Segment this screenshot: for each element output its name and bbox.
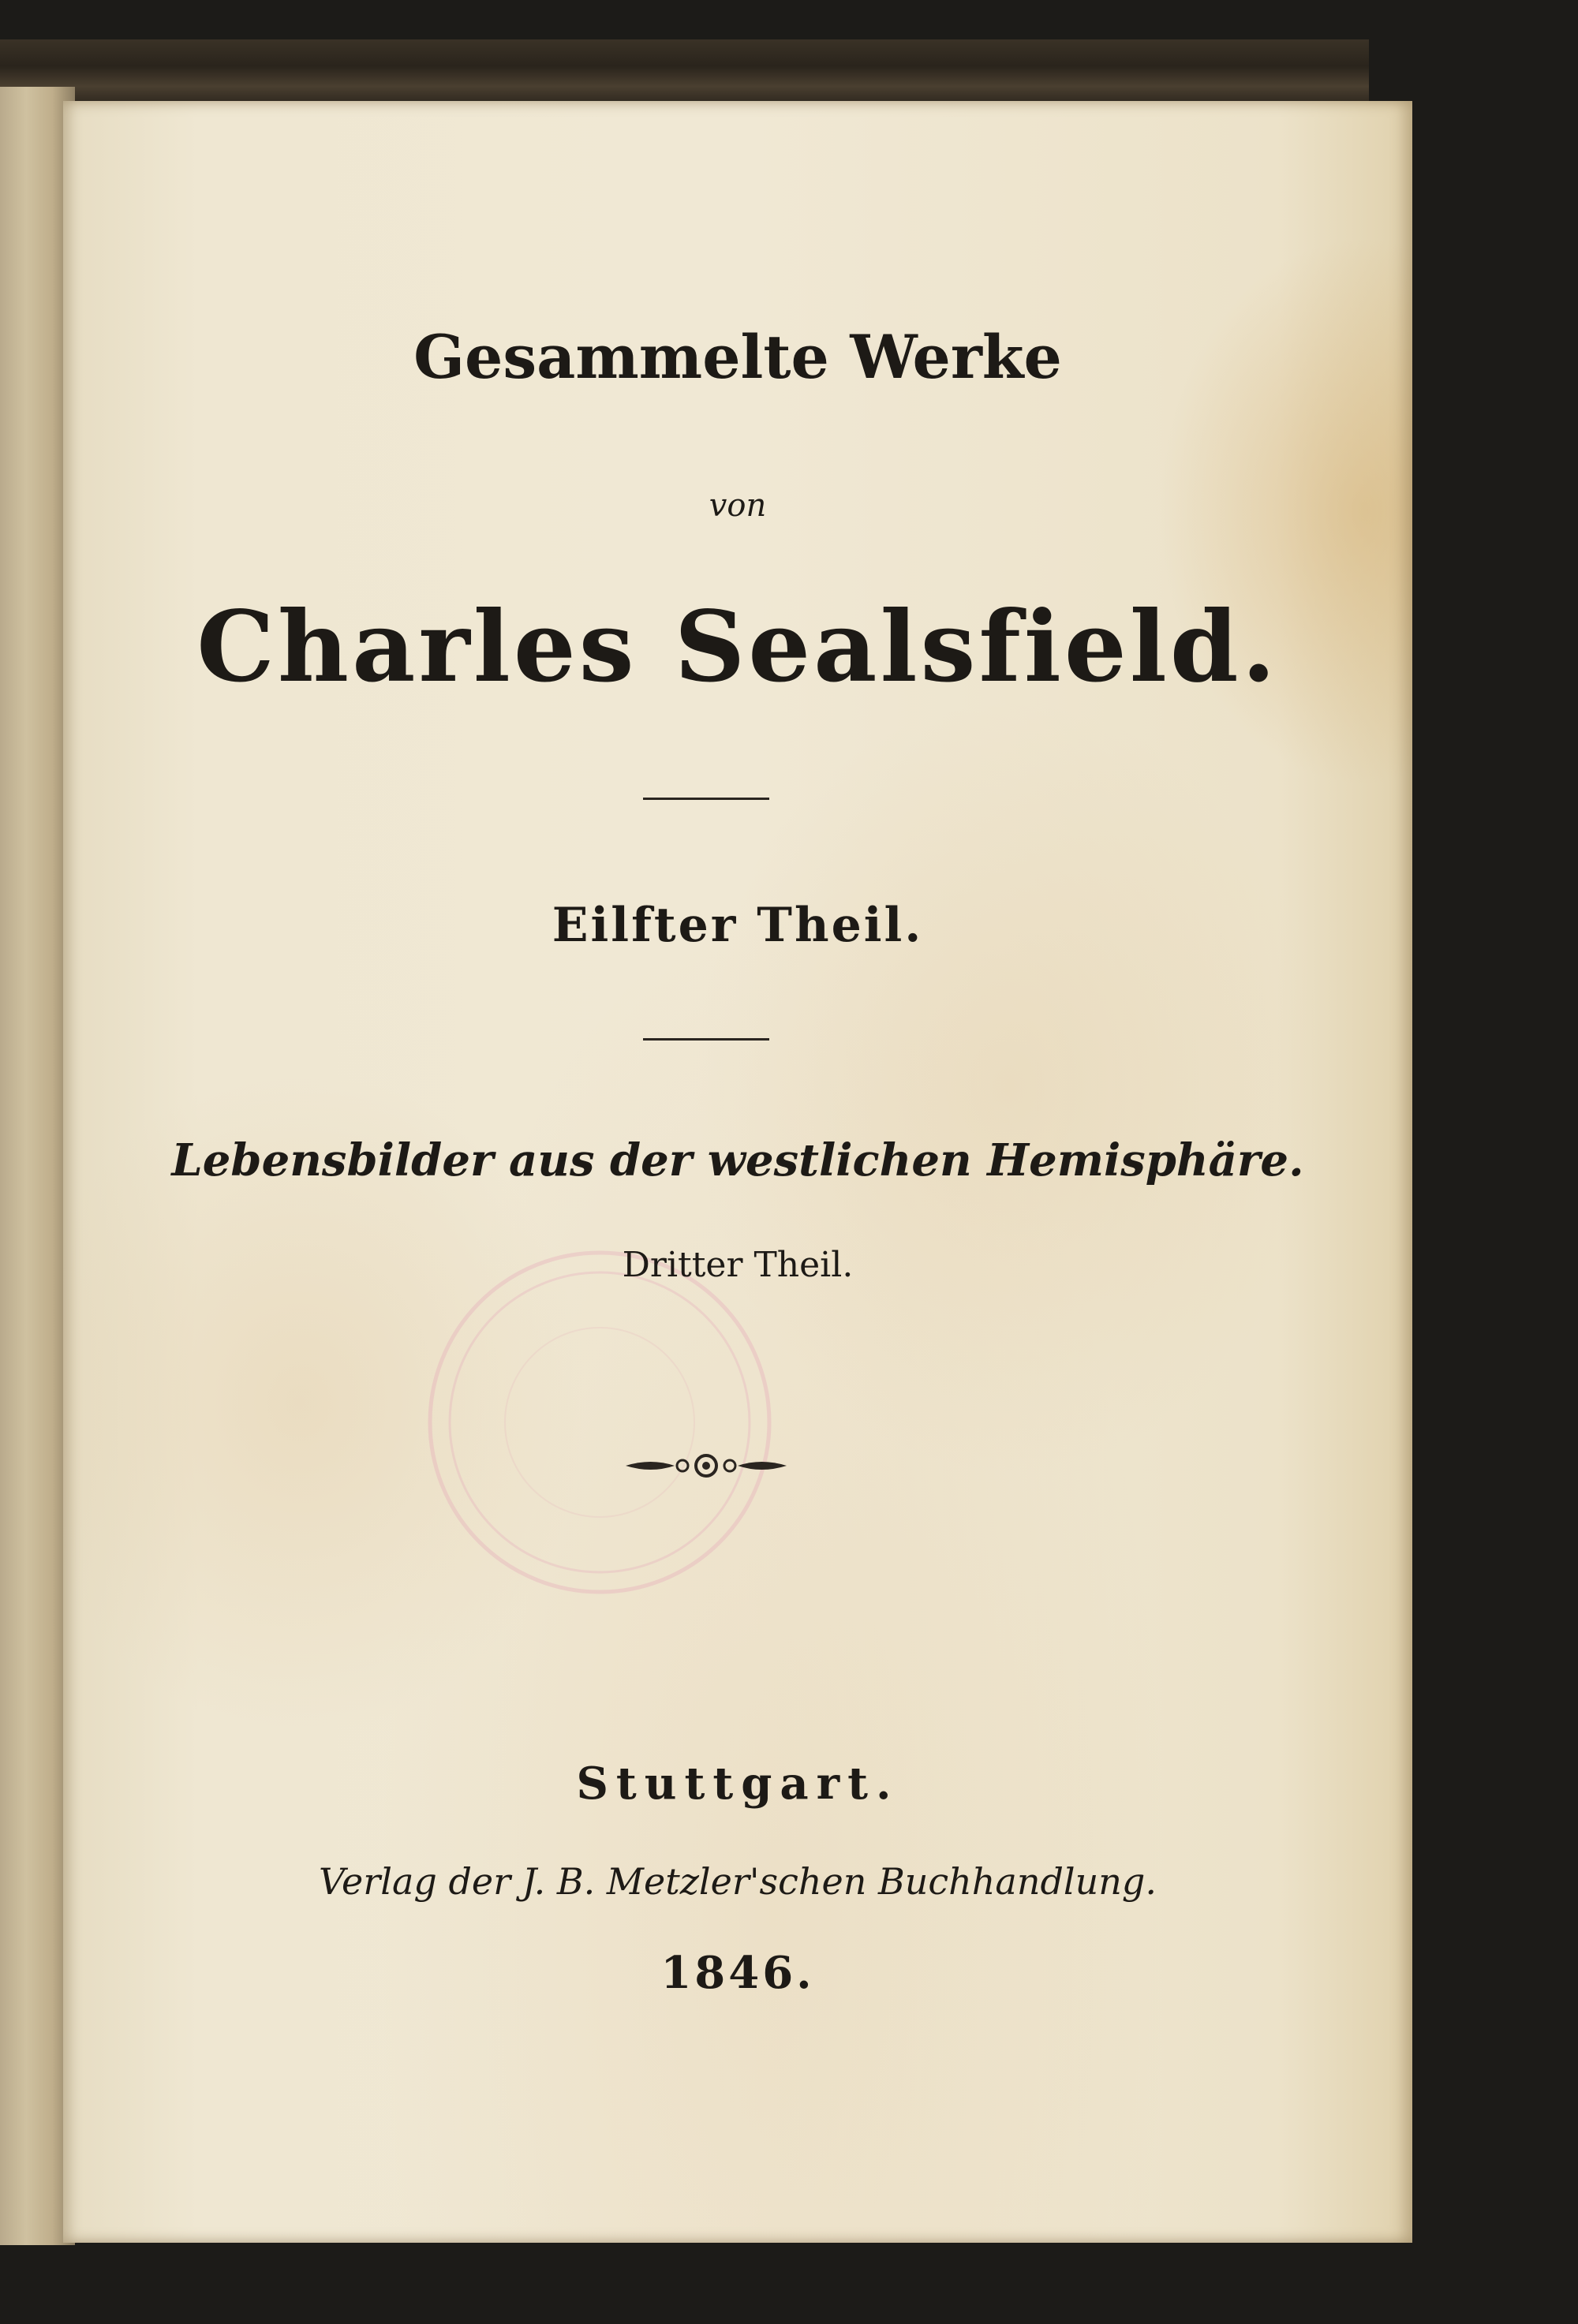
title-page <box>63 101 1412 2243</box>
publication-city: Stuttgart. <box>576 1758 899 1810</box>
work-subtitle: Lebensbilder aus der westlichen Hemisphäre. <box>171 1134 1304 1186</box>
by-line: von <box>709 488 767 524</box>
divider-rule <box>643 798 769 800</box>
author-name: Charles Sealsfield. <box>196 590 1279 704</box>
publisher-name: Verlag der J. B. Metzler'schen Buchhandlung. <box>319 1860 1157 1903</box>
publication-year: 1846. <box>660 1947 815 1999</box>
divider-rule <box>643 1038 769 1041</box>
book-spine-top <box>0 39 1369 106</box>
library-stamp <box>414 1237 785 1608</box>
collection-title: Gesammelte Werke <box>413 322 1062 392</box>
subvolume-label: Dritter Theil. <box>622 1245 854 1285</box>
volume-label: Eilfter Theil. <box>552 898 924 953</box>
ornament-icon <box>619 1446 793 1485</box>
